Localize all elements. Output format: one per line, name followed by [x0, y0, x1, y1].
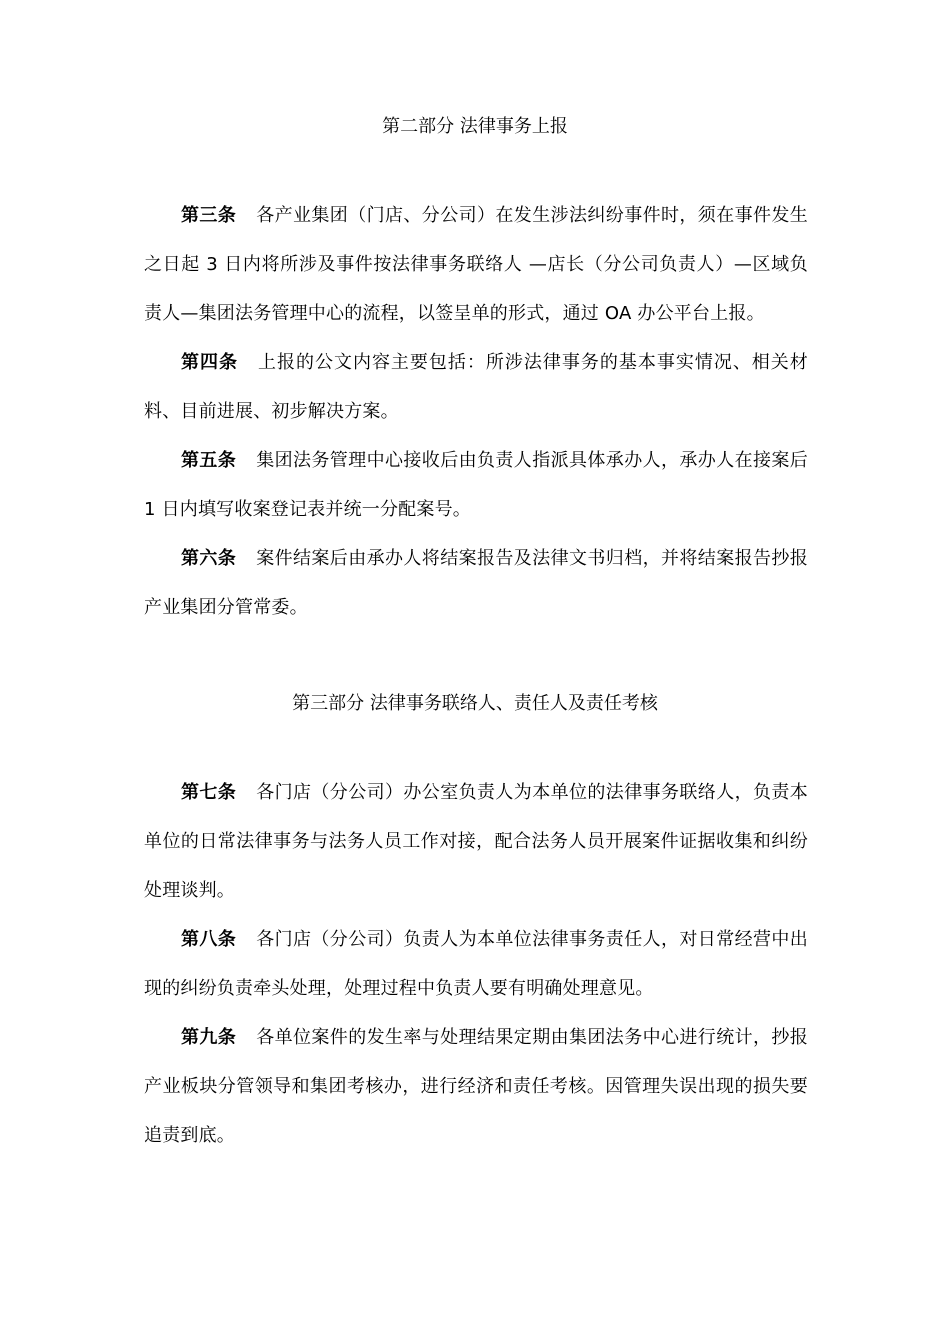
article-text: 各单位案件的发生率与处理结果定期由集团法务中心进行统计，抄报产业板块分管领导和集团考核办，进行经济和责任考核。因管理失误出现的损失要追责到底。: [144, 1027, 808, 1146]
article-number: 第九条: [181, 1027, 237, 1048]
article-number: 第八条: [181, 929, 237, 950]
article-number: 第四条: [181, 352, 238, 373]
article-7: [144, 768, 808, 915]
article-8: [144, 915, 808, 1013]
section-heading-part2: 第二部分 法律事务上报: [382, 116, 568, 137]
article-4: [144, 338, 808, 436]
article-text: 各门店（分公司）负责人为本单位法律事务责任人，对日常经营中出现的纠纷负责牵头处理，处理过程中负责人要有明确处理意见。: [144, 929, 808, 999]
article-number: 第六条: [181, 548, 237, 569]
article-text: 集团法务管理中心接收后由负责人指派具体承办人，承办人在接案后 1 日内填写收案登记表并统一分配案号。: [144, 450, 808, 520]
section-heading-part3: 第三部分 法律事务联络人、责任人及责任考核: [292, 693, 658, 714]
article-text: 各产业集团（门店、分公司）在发生涉法纠纷事件时，须在事件发生之日起 3 日内将所涉及事件按法律事务联络人 —店长（分公司负责人）—区域负责人—集团法务管理中心的流程，以签呈单的形式，通过 OA 办公平台上报。: [144, 205, 808, 324]
article-3: [144, 191, 808, 338]
article-number: 第七条: [181, 782, 237, 803]
article-6: [144, 534, 808, 632]
article-number: 第五条: [181, 450, 237, 471]
article-number: 第三条: [181, 205, 237, 226]
article-text: 上报的公文内容主要包括：所涉法律事务的基本事实情况、相关材料、目前进展、初步解决方案。: [144, 352, 808, 422]
article-5: [144, 436, 808, 534]
article-9: [144, 1013, 808, 1160]
article-text: 案件结案后由承办人将结案报告及法律文书归档，并将结案报告抄报产业集团分管常委。: [144, 548, 808, 618]
article-text: 各门店（分公司）办公室负责人为本单位的法律事务联络人，负责本单位的日常法律事务与法务人员工作对接，配合法务人员开展案件证据收集和纠纷处理谈判。: [144, 782, 808, 901]
